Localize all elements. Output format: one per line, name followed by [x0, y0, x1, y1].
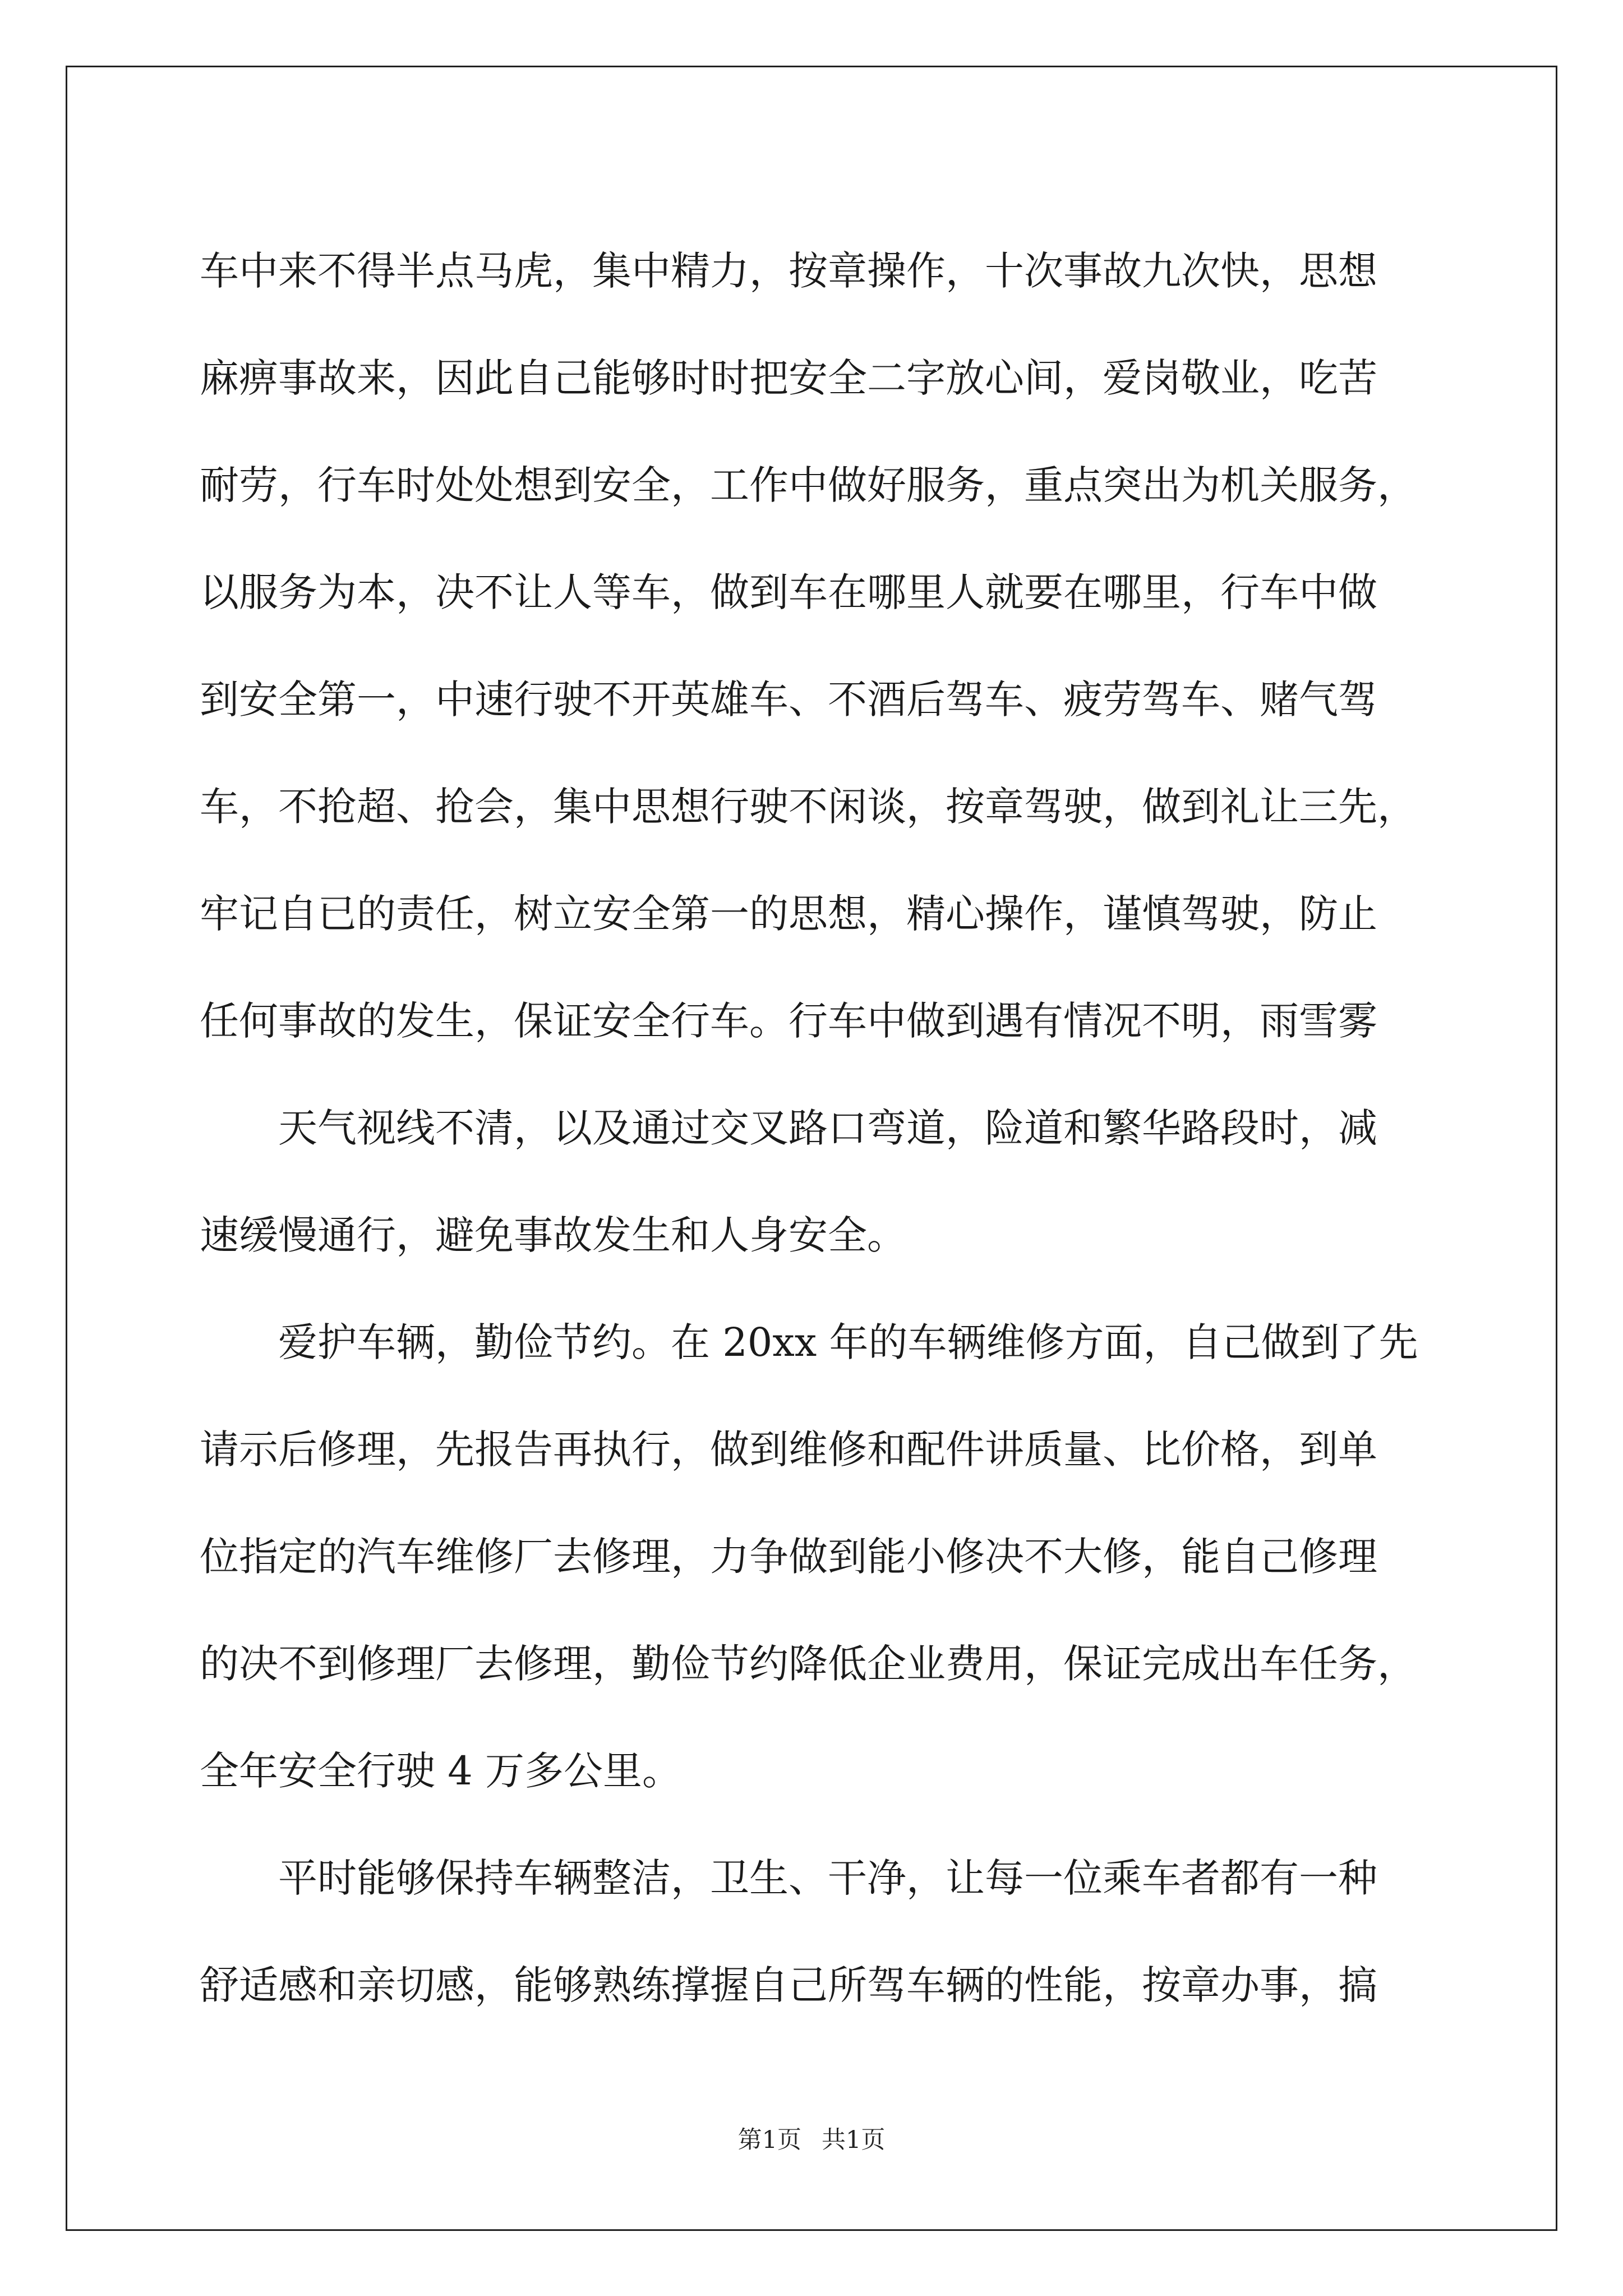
text-line: 以服务为本，决不让人等车，做到车在哪里人就要在哪里，行车中做 — [200, 569, 1377, 615]
text-line: 天气视线不清，以及通过交叉路口弯道，险道和繁华路段时，减 — [200, 1105, 1377, 1151]
text-line: 车，不抢超、抢会，集中思想行驶不闲谈，按章驾驶，做到礼让三先， — [200, 784, 1417, 830]
document-body — [200, 218, 1428, 2039]
text-line: 到安全第一，中速行驶不开英雄车、不酒后驾车、疲劳驾车、赌气驾 — [200, 677, 1377, 723]
text-line: 车中来不得半点马虎，集中精力，按章操作，十次事故九次快，思想 — [200, 248, 1377, 294]
text-line: 的决不到修理厂去修理，勤俭节约降低企业费用，保证完成出车任务， — [200, 1641, 1417, 1687]
text-line: 任何事故的发生，保证安全行车。行车中做到遇有情况不明，雨雪雾 — [200, 998, 1377, 1044]
text-line: 牢记自已的责任，树立安全第一的思想，精心操作，谨慎驾驶，防止 — [200, 891, 1377, 937]
page-footer — [0, 2123, 1623, 2157]
text-line: 舒适感和亲切感，能够熟练撑握自己所驾车辆的性能，按章办事，搞 — [200, 1962, 1377, 2008]
text-line: 麻痹事故来，因此自己能够时时把安全二字放心间，爱岗敬业，吃苦 — [200, 355, 1377, 401]
text-line: 位指定的汽车维修厂去修理，力争做到能小修决不大修，能自己修理 — [200, 1534, 1377, 1580]
text-line: 爱护车辆，勤俭节约。在 20xx 年的车辆维修方面，自己做到了先 — [200, 1319, 1418, 1365]
text-line: 耐劳，行车时处处想到安全，工作中做好服务，重点突出为机关服务， — [200, 462, 1417, 508]
page-number: 第1页 — [737, 2126, 801, 2154]
text-line: 请示后修理，先报告再执行，做到维修和配件讲质量、比价格，到单 — [200, 1427, 1377, 1473]
text-line: 速缓慢通行，避免事故发生和人身安全。 — [200, 1212, 906, 1258]
page-total: 共1页 — [822, 2126, 886, 2154]
text-line: 平时能够保持车辆整洁，卫生、干净，让每一位乘车者都有一种 — [200, 1855, 1377, 1901]
text-line: 全年安全行驶 4 万多公里。 — [200, 1748, 682, 1794]
